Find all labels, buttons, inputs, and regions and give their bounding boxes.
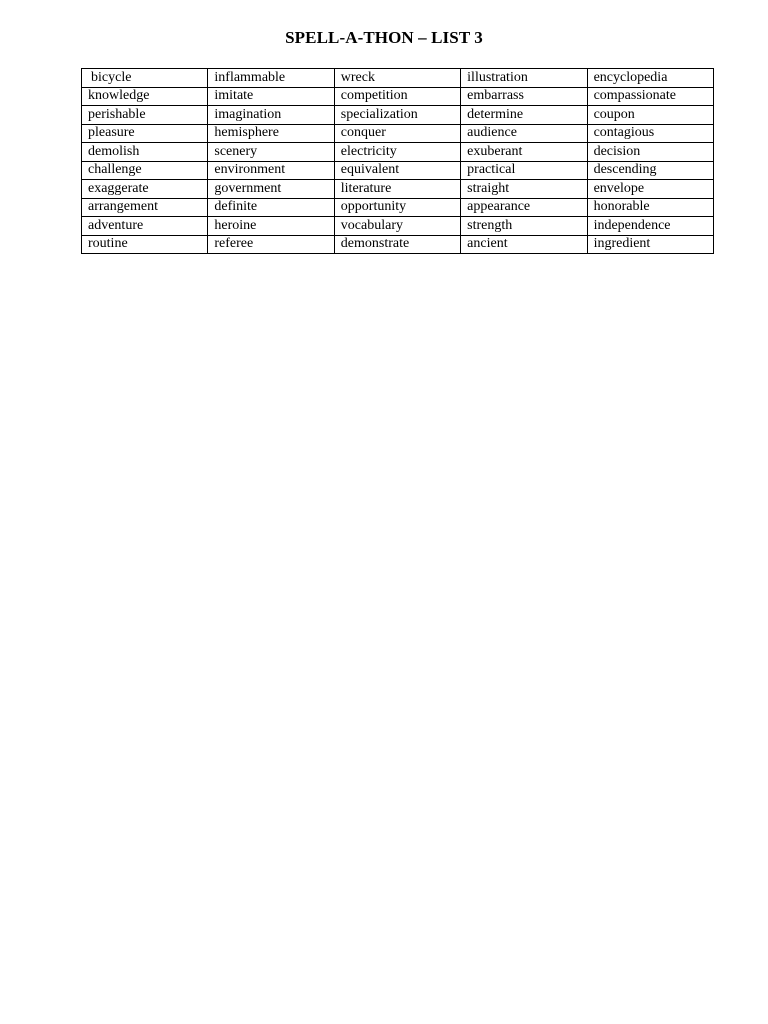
table-row bbox=[82, 235, 714, 254]
table-row bbox=[82, 161, 714, 180]
word-cell: audience bbox=[461, 124, 587, 143]
table-row bbox=[82, 124, 714, 143]
word-cell: routine bbox=[82, 235, 208, 254]
word-cell: determine bbox=[461, 106, 587, 125]
word-cell: strength bbox=[461, 217, 587, 236]
table-row bbox=[82, 143, 714, 162]
word-cell: illustration bbox=[461, 69, 587, 88]
word-list-table bbox=[81, 68, 714, 254]
word-cell: vocabulary bbox=[334, 217, 460, 236]
word-cell: straight bbox=[461, 180, 587, 199]
word-cell: wreck bbox=[334, 69, 460, 88]
word-cell: referee bbox=[208, 235, 334, 254]
word-cell: coupon bbox=[587, 106, 713, 125]
table-row bbox=[82, 106, 714, 125]
word-cell: specialization bbox=[334, 106, 460, 125]
word-cell: conquer bbox=[334, 124, 460, 143]
word-cell: opportunity bbox=[334, 198, 460, 217]
word-cell: ingredient bbox=[587, 235, 713, 254]
word-cell: bicycle bbox=[82, 69, 208, 88]
word-cell: honorable bbox=[587, 198, 713, 217]
word-cell: environment bbox=[208, 161, 334, 180]
word-cell: challenge bbox=[82, 161, 208, 180]
table-row bbox=[82, 180, 714, 199]
page-title: SPELL-A-THON – LIST 3 bbox=[285, 28, 483, 47]
word-cell: demonstrate bbox=[334, 235, 460, 254]
word-cell: demolish bbox=[82, 143, 208, 162]
table-row bbox=[82, 87, 714, 106]
table-row bbox=[82, 198, 714, 217]
word-cell: embarrass bbox=[461, 87, 587, 106]
word-cell: practical bbox=[461, 161, 587, 180]
word-cell: descending bbox=[587, 161, 713, 180]
word-cell: hemisphere bbox=[208, 124, 334, 143]
word-cell: scenery bbox=[208, 143, 334, 162]
word-cell: exuberant bbox=[461, 143, 587, 162]
word-cell: decision bbox=[587, 143, 713, 162]
word-cell: inflammable bbox=[208, 69, 334, 88]
word-cell: heroine bbox=[208, 217, 334, 236]
word-cell: definite bbox=[208, 198, 334, 217]
word-cell: imagination bbox=[208, 106, 334, 125]
word-cell: contagious bbox=[587, 124, 713, 143]
word-cell: arrangement bbox=[82, 198, 208, 217]
word-cell: envelope bbox=[587, 180, 713, 199]
word-cell: adventure bbox=[82, 217, 208, 236]
word-cell: government bbox=[208, 180, 334, 199]
table-row bbox=[82, 217, 714, 236]
word-cell: compassionate bbox=[587, 87, 713, 106]
word-cell: appearance bbox=[461, 198, 587, 217]
word-cell: perishable bbox=[82, 106, 208, 125]
word-cell: pleasure bbox=[82, 124, 208, 143]
word-cell: literature bbox=[334, 180, 460, 199]
word-cell: ancient bbox=[461, 235, 587, 254]
word-cell: exaggerate bbox=[82, 180, 208, 199]
word-cell: equivalent bbox=[334, 161, 460, 180]
word-cell: independence bbox=[587, 217, 713, 236]
word-cell: encyclopedia bbox=[587, 69, 713, 88]
word-cell: competition bbox=[334, 87, 460, 106]
word-cell: imitate bbox=[208, 87, 334, 106]
table-row bbox=[82, 69, 714, 88]
word-cell: electricity bbox=[334, 143, 460, 162]
word-cell: knowledge bbox=[82, 87, 208, 106]
